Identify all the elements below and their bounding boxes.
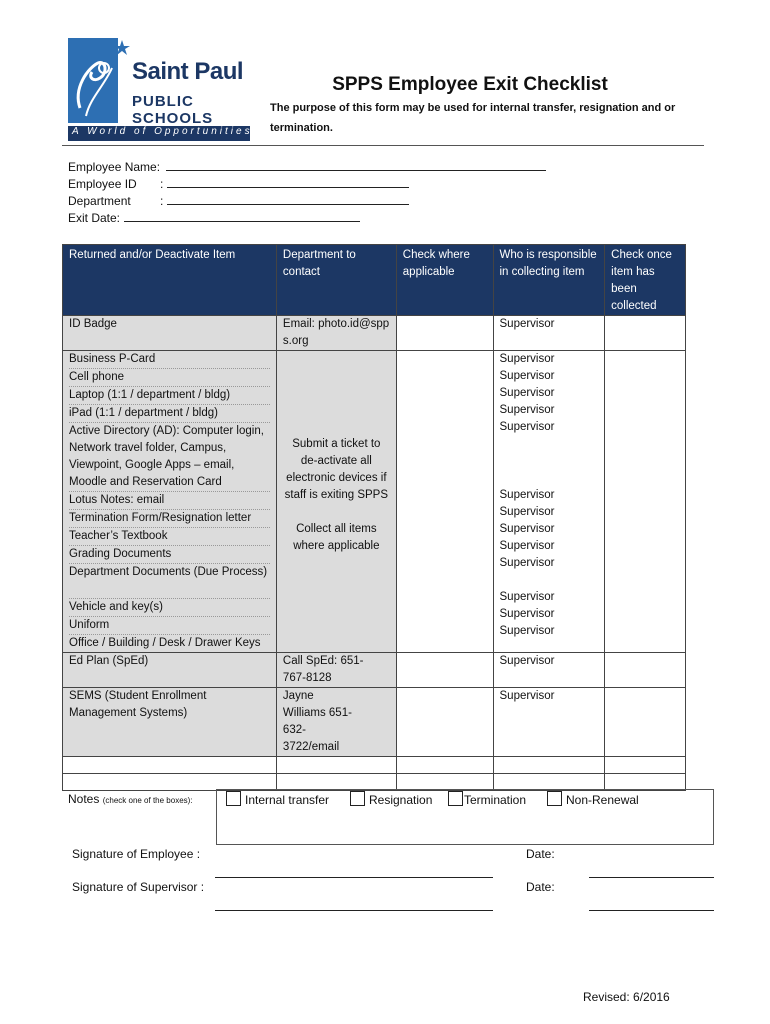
empty-cell[interactable] (396, 757, 493, 774)
table-row (63, 316, 686, 351)
resp-item: Supervisor (499, 370, 555, 382)
option-label: Resignation (369, 793, 433, 807)
checkbox[interactable] (547, 791, 562, 806)
employee-signature-label: Signature of Employee : (72, 847, 201, 861)
revised-date: Revised: 6/2016 (583, 990, 670, 1004)
supervisor-signature-line[interactable] (215, 910, 493, 911)
employee-id-label: Employee ID (68, 177, 137, 191)
table-header-row (63, 245, 686, 316)
employee-signature-line[interactable] (215, 877, 493, 878)
supervisor-signature-label: Signature of Supervisor : (72, 880, 205, 894)
check-cell[interactable] (396, 316, 493, 351)
supervisor-date-line[interactable] (589, 910, 714, 911)
option-termination[interactable] (448, 791, 526, 807)
resp-item: Supervisor (499, 421, 555, 433)
list-item: Grading Documents (69, 546, 270, 564)
logo-name-line2: PUBLIC SCHOOLS (132, 93, 214, 127)
table-row (63, 653, 686, 688)
table-row-empty (63, 757, 686, 774)
department-field[interactable] (68, 193, 409, 210)
empty-cell[interactable] (276, 774, 396, 791)
resp-item: Supervisor (499, 404, 555, 416)
purpose-text: The purpose of this form may be used for internal transfer, resignation and or termination. (270, 102, 676, 134)
exit-checklist-table (62, 244, 686, 791)
employee-id-field[interactable] (68, 176, 409, 193)
contact-jayne: Jayne Williams 651-632-3722/email (276, 688, 396, 757)
group-items (63, 351, 277, 653)
list-item: Teacher’s Textbook (69, 528, 270, 546)
empty-cell[interactable] (63, 757, 277, 774)
group-contact-ticket: Submit a ticket to de-activate all electronic devices if staff is exiting SPPS (284, 438, 389, 501)
employee-id-sep: : (160, 177, 164, 191)
resp-item: Supervisor (499, 523, 555, 535)
resp-item: Supervisor (499, 387, 555, 399)
notes-label (68, 792, 193, 806)
department-label: Department (68, 194, 131, 208)
list-item: Business P-Card (69, 351, 270, 369)
resp-item: Supervisor (499, 540, 555, 552)
option-label: Termination (464, 793, 527, 807)
resp-item: Supervisor (499, 506, 555, 518)
table-row (63, 688, 686, 757)
collected-cell[interactable] (605, 653, 686, 688)
item-id-badge: ID Badge (63, 316, 277, 351)
notes-hint: (check one of the boxes): (102, 796, 193, 805)
empty-cell[interactable] (605, 774, 686, 791)
collected-cell[interactable] (605, 316, 686, 351)
resp-item: Supervisor (499, 608, 555, 620)
employee-date-line[interactable] (589, 877, 714, 878)
item-ed-plan: Ed Plan (SpEd) (63, 653, 277, 688)
checkbox[interactable] (448, 791, 463, 806)
list-item: Uniform (69, 617, 270, 635)
checkbox[interactable] (350, 791, 365, 806)
list-item: Department Documents (Due Process) (69, 564, 270, 599)
col-header-item: Returned and/or Deactivate Item (63, 245, 277, 316)
empty-cell[interactable] (493, 774, 605, 791)
department-sep: : (160, 194, 164, 208)
empty-cell[interactable] (493, 757, 605, 774)
collected-cell[interactable] (605, 688, 686, 757)
list-item: Active Directory (AD): Computer login, Network travel folder, Campus, Viewpoint, Google Apps – email, Moodle and Reservation Card (69, 423, 270, 492)
list-item: iPad (1:1 / department / bldg) (69, 405, 270, 423)
exit-date-line[interactable] (124, 210, 360, 222)
group-contact (276, 351, 396, 653)
employee-date-label: Date: (526, 847, 555, 861)
check-cell[interactable] (396, 351, 493, 653)
list-item: Lotus Notes: email (69, 492, 270, 510)
logo-name-line1: Saint Paul (132, 58, 244, 85)
resp-cell: Supervisor (493, 316, 605, 351)
resp-item: Supervisor (499, 591, 555, 603)
list-item: Vehicle and key(s) (69, 599, 270, 617)
resp-cell: Supervisor (493, 653, 605, 688)
empty-cell[interactable] (63, 774, 277, 791)
check-cell[interactable] (396, 688, 493, 757)
supervisor-date-label: Date: (526, 880, 555, 894)
empty-cell[interactable] (605, 757, 686, 774)
department-line[interactable] (167, 193, 409, 205)
col-header-check: Check where applicable (396, 245, 493, 316)
employee-name-field[interactable] (68, 159, 546, 176)
exit-date-label: Exit Date: (68, 211, 121, 225)
list-item: Laptop (1:1 / department / bldg) (69, 387, 270, 405)
item-sems: SEMS (Student Enrollment Management Systems) (63, 688, 277, 757)
checkbox[interactable] (226, 791, 241, 806)
logo-tagline: A World of Opportunities (72, 126, 253, 137)
col-header-responsible: Who is responsible in collecting item (493, 245, 605, 316)
resp-item: Supervisor (499, 557, 555, 569)
collected-cell[interactable] (605, 351, 686, 653)
option-non-renewal[interactable] (547, 791, 639, 807)
col-header-contact: Department to contact (276, 245, 396, 316)
resp-cell: Supervisor (493, 688, 605, 757)
option-label: Internal transfer (245, 793, 330, 807)
list-item: Office / Building / Desk / Drawer Keys (69, 637, 261, 649)
option-resignation[interactable] (350, 791, 432, 807)
header-divider (62, 145, 704, 146)
page-title: SPPS Employee Exit Checklist (332, 74, 608, 95)
resp-item: Supervisor (499, 353, 555, 365)
employee-name-label: Employee Name: (68, 160, 161, 174)
notes-title: Notes (68, 792, 100, 806)
group-contact-collect: Collect all items where applicable (293, 523, 380, 552)
employee-name-line[interactable] (166, 159, 546, 171)
group-resp (493, 351, 605, 653)
table-row-group (63, 351, 686, 653)
resp-item: Supervisor (499, 625, 555, 637)
empty-cell[interactable] (276, 757, 396, 774)
col-header-collected: Check once item has been collected (605, 245, 686, 316)
list-item: Cell phone (69, 369, 270, 387)
list-item: Termination Form/Resignation letter (69, 510, 270, 528)
resp-item: Supervisor (499, 489, 555, 501)
spps-logo (68, 38, 253, 141)
contact-email: Email: photo.id@spps.org (276, 316, 396, 351)
option-internal-transfer[interactable] (226, 791, 329, 807)
empty-cell[interactable] (396, 774, 493, 791)
table-row-empty (63, 774, 686, 791)
exit-date-field[interactable] (68, 210, 360, 227)
contact-sped: Call SpEd: 651-767-8128 (276, 653, 396, 688)
check-cell[interactable] (396, 653, 493, 688)
employee-id-line[interactable] (167, 176, 409, 188)
option-label: Non-Renewal (566, 793, 639, 807)
